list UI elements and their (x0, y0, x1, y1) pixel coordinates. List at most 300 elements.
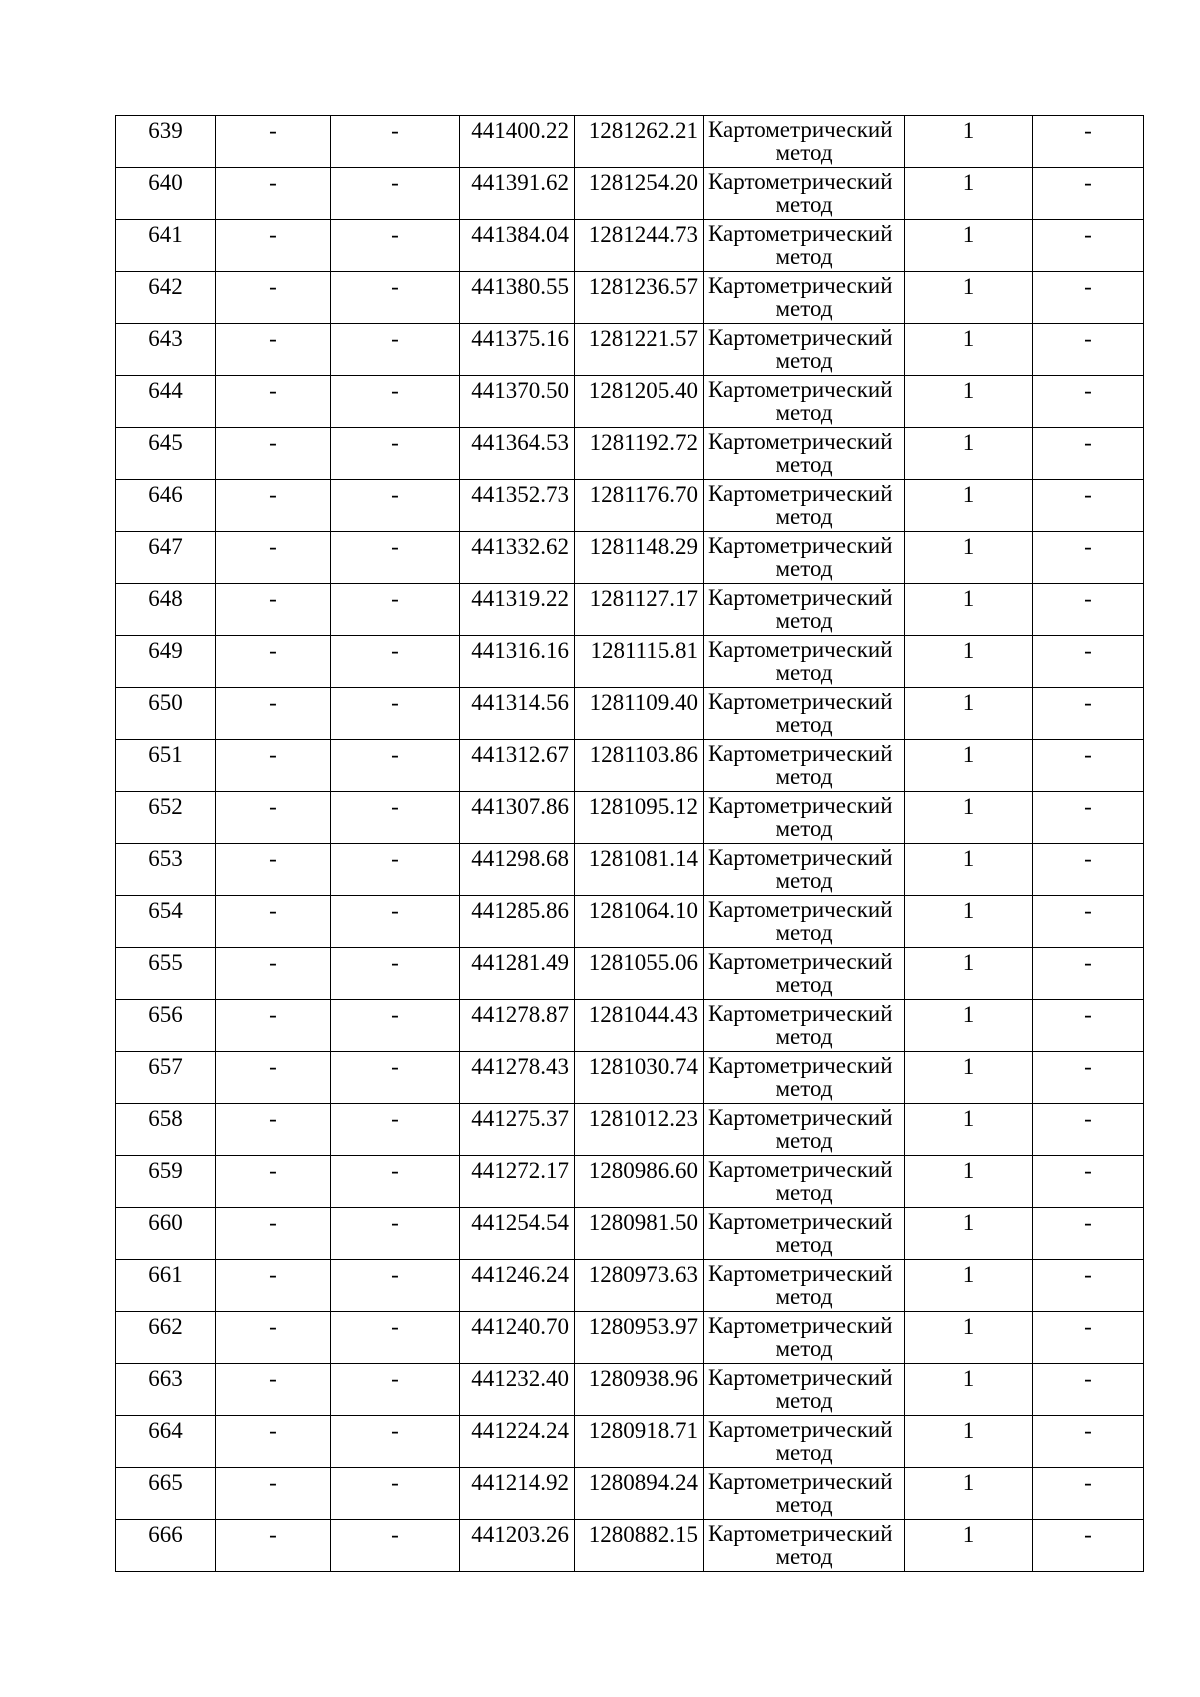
method-label-line2: метод (775, 660, 833, 685)
dash-cell: - (331, 1364, 460, 1416)
method-cell (704, 1208, 905, 1260)
method-label-line2: метод (775, 192, 833, 217)
point-number-cell: 652 (116, 792, 216, 844)
dash-cell: - (216, 896, 331, 948)
accuracy-cell: 1 (905, 844, 1033, 896)
y-coordinate-cell: 1281081.14 (575, 844, 704, 896)
point-number-cell: 643 (116, 324, 216, 376)
x-coordinate-cell: 441254.54 (460, 1208, 575, 1260)
dash-cell: - (331, 792, 460, 844)
method-cell (704, 1312, 905, 1364)
dash-cell: - (1033, 1000, 1144, 1052)
accuracy-cell: 1 (905, 532, 1033, 584)
y-coordinate-cell: 1281262.21 (575, 116, 704, 168)
method-label-line1: Картометрический (708, 1365, 893, 1390)
dash-cell: - (331, 1000, 460, 1052)
method-label-line2: метод (775, 140, 833, 165)
point-number-cell: 657 (116, 1052, 216, 1104)
method-label-line1: Картометрический (708, 273, 893, 298)
method-label-line2: метод (775, 972, 833, 997)
accuracy-cell: 1 (905, 1052, 1033, 1104)
dash-cell: - (1033, 1052, 1144, 1104)
method-cell (704, 272, 905, 324)
dash-cell: - (216, 1052, 331, 1104)
method-label-line1: Картометрический (708, 429, 893, 454)
dash-cell: - (216, 688, 331, 740)
dash-cell: - (216, 1208, 331, 1260)
method-label-line1: Картометрический (708, 533, 893, 558)
method-label-line1: Картометрический (708, 1209, 893, 1234)
method-label-line1: Картометрический (708, 637, 893, 662)
dash-cell: - (331, 584, 460, 636)
dash-cell: - (1033, 1312, 1144, 1364)
dash-cell: - (1033, 376, 1144, 428)
accuracy-cell: 1 (905, 1364, 1033, 1416)
accuracy-cell: 1 (905, 324, 1033, 376)
method-cell (704, 376, 905, 428)
table-row (116, 168, 1144, 220)
x-coordinate-cell: 441312.67 (460, 740, 575, 792)
table-row (116, 740, 1144, 792)
method-cell (704, 1416, 905, 1468)
x-coordinate-cell: 441400.22 (460, 116, 575, 168)
y-coordinate-cell: 1280938.96 (575, 1364, 704, 1416)
dash-cell: - (1033, 1208, 1144, 1260)
table-row (116, 376, 1144, 428)
x-coordinate-cell: 441314.56 (460, 688, 575, 740)
method-label-line1: Картометрический (708, 1417, 893, 1442)
x-coordinate-cell: 441307.86 (460, 792, 575, 844)
method-label-line2: метод (775, 816, 833, 841)
accuracy-cell: 1 (905, 948, 1033, 1000)
point-number-cell: 645 (116, 428, 216, 480)
accuracy-cell: 1 (905, 1312, 1033, 1364)
y-coordinate-cell: 1281115.81 (575, 636, 704, 688)
method-label-line2: метод (775, 400, 833, 425)
point-number-cell: 644 (116, 376, 216, 428)
table-row (116, 1520, 1144, 1572)
y-coordinate-cell: 1281103.86 (575, 740, 704, 792)
dash-cell: - (1033, 1468, 1144, 1520)
accuracy-cell: 1 (905, 168, 1033, 220)
dash-cell: - (1033, 896, 1144, 948)
method-label-line2: метод (775, 868, 833, 893)
y-coordinate-cell: 1281030.74 (575, 1052, 704, 1104)
method-cell (704, 168, 905, 220)
dash-cell: - (216, 844, 331, 896)
table-row (116, 272, 1144, 324)
x-coordinate-cell: 441203.26 (460, 1520, 575, 1572)
dash-cell: - (216, 532, 331, 584)
x-coordinate-cell: 441352.73 (460, 480, 575, 532)
table-row (116, 636, 1144, 688)
accuracy-cell: 1 (905, 896, 1033, 948)
y-coordinate-cell: 1280986.60 (575, 1156, 704, 1208)
dash-cell: - (331, 480, 460, 532)
x-coordinate-cell: 441272.17 (460, 1156, 575, 1208)
method-label-line1: Картометрический (708, 1469, 893, 1494)
dash-cell: - (331, 948, 460, 1000)
point-number-cell: 654 (116, 896, 216, 948)
table-row (116, 532, 1144, 584)
dash-cell: - (331, 428, 460, 480)
y-coordinate-cell: 1281127.17 (575, 584, 704, 636)
dash-cell: - (1033, 428, 1144, 480)
x-coordinate-cell: 441285.86 (460, 896, 575, 948)
dash-cell: - (1033, 584, 1144, 636)
table-row (116, 584, 1144, 636)
accuracy-cell: 1 (905, 1520, 1033, 1572)
dash-cell: - (331, 1520, 460, 1572)
x-coordinate-cell: 441278.43 (460, 1052, 575, 1104)
y-coordinate-cell: 1280973.63 (575, 1260, 704, 1312)
point-number-cell: 649 (116, 636, 216, 688)
table-row (116, 1364, 1144, 1416)
y-coordinate-cell: 1280894.24 (575, 1468, 704, 1520)
point-number-cell: 659 (116, 1156, 216, 1208)
table-row (116, 792, 1144, 844)
method-cell (704, 532, 905, 584)
method-label-line1: Картометрический (708, 741, 893, 766)
point-number-cell: 662 (116, 1312, 216, 1364)
dash-cell: - (216, 740, 331, 792)
point-number-cell: 664 (116, 1416, 216, 1468)
dash-cell: - (216, 636, 331, 688)
method-label-line2: метод (775, 504, 833, 529)
method-label-line2: метод (775, 1128, 833, 1153)
accuracy-cell: 1 (905, 428, 1033, 480)
dash-cell: - (1033, 220, 1144, 272)
dash-cell: - (1033, 1156, 1144, 1208)
method-label-line1: Картометрический (708, 377, 893, 402)
point-number-cell: 658 (116, 1104, 216, 1156)
method-label-line1: Картометрический (708, 117, 893, 142)
table-row (116, 480, 1144, 532)
y-coordinate-cell: 1280918.71 (575, 1416, 704, 1468)
method-cell (704, 1468, 905, 1520)
dash-cell: - (216, 324, 331, 376)
method-label-line2: метод (775, 1232, 833, 1257)
method-cell (704, 948, 905, 1000)
dash-cell: - (331, 1468, 460, 1520)
dash-cell: - (216, 1364, 331, 1416)
method-label-line2: метод (775, 608, 833, 633)
dash-cell: - (216, 1312, 331, 1364)
x-coordinate-cell: 441281.49 (460, 948, 575, 1000)
dash-cell: - (1033, 532, 1144, 584)
method-label-line2: метод (775, 920, 833, 945)
method-label-line1: Картометрический (708, 1521, 893, 1546)
y-coordinate-cell: 1281236.57 (575, 272, 704, 324)
method-label-line1: Картометрический (708, 1261, 893, 1286)
method-cell (704, 1520, 905, 1572)
method-cell (704, 1052, 905, 1104)
method-label-line2: метод (775, 764, 833, 789)
table-row (116, 1468, 1144, 1520)
dash-cell: - (216, 168, 331, 220)
table-body (116, 116, 1144, 1572)
x-coordinate-cell: 441246.24 (460, 1260, 575, 1312)
y-coordinate-cell: 1281176.70 (575, 480, 704, 532)
dash-cell: - (1033, 636, 1144, 688)
method-label-line1: Картометрический (708, 325, 893, 350)
point-number-cell: 661 (116, 1260, 216, 1312)
dash-cell: - (331, 636, 460, 688)
dash-cell: - (331, 1156, 460, 1208)
y-coordinate-cell: 1281109.40 (575, 688, 704, 740)
dash-cell: - (216, 376, 331, 428)
dash-cell: - (1033, 948, 1144, 1000)
method-label-line2: метод (775, 1180, 833, 1205)
table-row (116, 1312, 1144, 1364)
dash-cell: - (331, 896, 460, 948)
y-coordinate-cell: 1280882.15 (575, 1520, 704, 1572)
point-number-cell: 665 (116, 1468, 216, 1520)
dash-cell: - (1033, 792, 1144, 844)
table-row (116, 688, 1144, 740)
x-coordinate-cell: 441364.53 (460, 428, 575, 480)
y-coordinate-cell: 1281044.43 (575, 1000, 704, 1052)
table-row (116, 324, 1144, 376)
x-coordinate-cell: 441232.40 (460, 1364, 575, 1416)
x-coordinate-cell: 441214.92 (460, 1468, 575, 1520)
dash-cell: - (1033, 1416, 1144, 1468)
table-row (116, 1000, 1144, 1052)
method-label-line2: метод (775, 712, 833, 737)
method-cell (704, 844, 905, 896)
y-coordinate-cell: 1281192.72 (575, 428, 704, 480)
method-label-line2: метод (775, 1544, 833, 1569)
method-label-line1: Картометрический (708, 793, 893, 818)
method-label-line1: Картометрический (708, 1053, 893, 1078)
accuracy-cell: 1 (905, 1208, 1033, 1260)
method-label-line2: метод (775, 1336, 833, 1361)
method-label-line1: Картометрический (708, 1313, 893, 1338)
y-coordinate-cell: 1281095.12 (575, 792, 704, 844)
method-label-line2: метод (775, 1492, 833, 1517)
y-coordinate-cell: 1281205.40 (575, 376, 704, 428)
accuracy-cell: 1 (905, 636, 1033, 688)
point-number-cell: 642 (116, 272, 216, 324)
dash-cell: - (331, 168, 460, 220)
dash-cell: - (331, 324, 460, 376)
dash-cell: - (216, 480, 331, 532)
dash-cell: - (1033, 844, 1144, 896)
method-label-line2: метод (775, 1440, 833, 1465)
dash-cell: - (1033, 1364, 1144, 1416)
method-cell (704, 688, 905, 740)
table-row (116, 1104, 1144, 1156)
y-coordinate-cell: 1281055.06 (575, 948, 704, 1000)
accuracy-cell: 1 (905, 688, 1033, 740)
x-coordinate-cell: 441370.50 (460, 376, 575, 428)
dash-cell: - (216, 1260, 331, 1312)
point-number-cell: 651 (116, 740, 216, 792)
point-number-cell: 666 (116, 1520, 216, 1572)
x-coordinate-cell: 441319.22 (460, 584, 575, 636)
table-row (116, 948, 1144, 1000)
method-label-line2: метод (775, 1284, 833, 1309)
dash-cell: - (216, 220, 331, 272)
point-number-cell: 639 (116, 116, 216, 168)
accuracy-cell: 1 (905, 220, 1033, 272)
method-cell (704, 740, 905, 792)
method-cell (704, 1260, 905, 1312)
dash-cell: - (216, 584, 331, 636)
x-coordinate-cell: 441332.62 (460, 532, 575, 584)
dash-cell: - (331, 220, 460, 272)
method-cell (704, 896, 905, 948)
method-label-line1: Картометрический (708, 949, 893, 974)
method-cell (704, 116, 905, 168)
method-label-line2: метод (775, 348, 833, 373)
method-label-line1: Картометрический (708, 897, 893, 922)
point-number-cell: 656 (116, 1000, 216, 1052)
point-number-cell: 653 (116, 844, 216, 896)
accuracy-cell: 1 (905, 1156, 1033, 1208)
table-row (116, 220, 1144, 272)
accuracy-cell: 1 (905, 376, 1033, 428)
method-label-line1: Картометрический (708, 1157, 893, 1182)
x-coordinate-cell: 441316.16 (460, 636, 575, 688)
method-cell (704, 1000, 905, 1052)
table-row (116, 844, 1144, 896)
x-coordinate-cell: 441224.24 (460, 1416, 575, 1468)
method-cell (704, 1364, 905, 1416)
dash-cell: - (1033, 740, 1144, 792)
y-coordinate-cell: 1281244.73 (575, 220, 704, 272)
dash-cell: - (331, 844, 460, 896)
dash-cell: - (216, 272, 331, 324)
method-label-line2: метод (775, 452, 833, 477)
accuracy-cell: 1 (905, 1416, 1033, 1468)
method-label-line2: метод (775, 1076, 833, 1101)
y-coordinate-cell: 1280953.97 (575, 1312, 704, 1364)
method-cell (704, 584, 905, 636)
dash-cell: - (216, 792, 331, 844)
dash-cell: - (1033, 1104, 1144, 1156)
dash-cell: - (1033, 688, 1144, 740)
accuracy-cell: 1 (905, 272, 1033, 324)
method-label-line1: Картометрический (708, 689, 893, 714)
x-coordinate-cell: 441298.68 (460, 844, 575, 896)
dash-cell: - (331, 1312, 460, 1364)
dash-cell: - (216, 1000, 331, 1052)
dash-cell: - (331, 376, 460, 428)
point-number-cell: 648 (116, 584, 216, 636)
dash-cell: - (1033, 272, 1144, 324)
x-coordinate-cell: 441375.16 (460, 324, 575, 376)
point-number-cell: 647 (116, 532, 216, 584)
dash-cell: - (331, 1052, 460, 1104)
x-coordinate-cell: 441278.87 (460, 1000, 575, 1052)
x-coordinate-cell: 441275.37 (460, 1104, 575, 1156)
accuracy-cell: 1 (905, 1000, 1033, 1052)
method-label-line1: Картометрический (708, 169, 893, 194)
dash-cell: - (331, 1208, 460, 1260)
method-label-line2: метод (775, 556, 833, 581)
point-number-cell: 663 (116, 1364, 216, 1416)
dash-cell: - (331, 116, 460, 168)
dash-cell: - (216, 116, 331, 168)
method-cell (704, 792, 905, 844)
coordinates-table (115, 115, 1144, 1572)
dash-cell: - (331, 272, 460, 324)
dash-cell: - (1033, 324, 1144, 376)
table-row (116, 1052, 1144, 1104)
dash-cell: - (331, 688, 460, 740)
accuracy-cell: 1 (905, 1104, 1033, 1156)
x-coordinate-cell: 441384.04 (460, 220, 575, 272)
method-cell (704, 220, 905, 272)
x-coordinate-cell: 441380.55 (460, 272, 575, 324)
method-label-line1: Картометрический (708, 1105, 893, 1130)
table-row (116, 116, 1144, 168)
table-row (116, 1260, 1144, 1312)
y-coordinate-cell: 1281221.57 (575, 324, 704, 376)
y-coordinate-cell: 1280981.50 (575, 1208, 704, 1260)
dash-cell: - (1033, 116, 1144, 168)
table-row (116, 896, 1144, 948)
method-label-line1: Картометрический (708, 481, 893, 506)
accuracy-cell: 1 (905, 584, 1033, 636)
method-label-line1: Картометрический (708, 1001, 893, 1026)
accuracy-cell: 1 (905, 480, 1033, 532)
y-coordinate-cell: 1281148.29 (575, 532, 704, 584)
point-number-cell: 641 (116, 220, 216, 272)
accuracy-cell: 1 (905, 1260, 1033, 1312)
x-coordinate-cell: 441391.62 (460, 168, 575, 220)
point-number-cell: 640 (116, 168, 216, 220)
accuracy-cell: 1 (905, 792, 1033, 844)
dash-cell: - (331, 1104, 460, 1156)
table-row (116, 1416, 1144, 1468)
x-coordinate-cell: 441240.70 (460, 1312, 575, 1364)
dash-cell: - (1033, 1260, 1144, 1312)
dash-cell: - (331, 740, 460, 792)
dash-cell: - (331, 1260, 460, 1312)
method-label-line2: метод (775, 1024, 833, 1049)
table-row (116, 1156, 1144, 1208)
dash-cell: - (331, 532, 460, 584)
method-label-line2: метод (775, 1388, 833, 1413)
dash-cell: - (1033, 168, 1144, 220)
dash-cell: - (216, 1156, 331, 1208)
y-coordinate-cell: 1281012.23 (575, 1104, 704, 1156)
dash-cell: - (216, 428, 331, 480)
dash-cell: - (216, 1520, 331, 1572)
method-cell (704, 480, 905, 532)
accuracy-cell: 1 (905, 740, 1033, 792)
dash-cell: - (216, 1416, 331, 1468)
method-label-line1: Картометрический (708, 845, 893, 870)
method-cell (704, 1156, 905, 1208)
accuracy-cell: 1 (905, 1468, 1033, 1520)
point-number-cell: 660 (116, 1208, 216, 1260)
point-number-cell: 655 (116, 948, 216, 1000)
y-coordinate-cell: 1281254.20 (575, 168, 704, 220)
dash-cell: - (216, 948, 331, 1000)
method-label-line2: метод (775, 244, 833, 269)
point-number-cell: 646 (116, 480, 216, 532)
dash-cell: - (216, 1104, 331, 1156)
accuracy-cell: 1 (905, 116, 1033, 168)
dash-cell: - (331, 1416, 460, 1468)
method-label-line1: Картометрический (708, 585, 893, 610)
method-cell (704, 324, 905, 376)
point-number-cell: 650 (116, 688, 216, 740)
table-row (116, 428, 1144, 480)
